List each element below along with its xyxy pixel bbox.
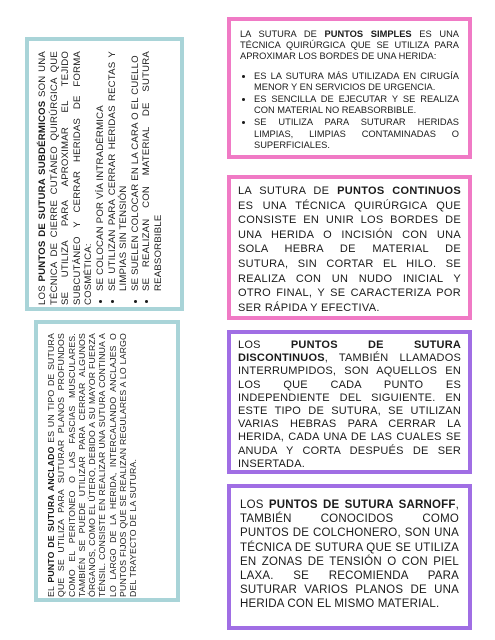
card-puntos-simples [227, 17, 472, 159]
list-item: • SE UTILIZA PARA SUTURAR HERIDAS LIMPIAS, LIMPIAS CONTAMINADAS O SUPERFICIALES. [254, 117, 459, 151]
list-item: • SE REALIZAN CON MATERIAL DE SUTURA REABSORBIBLE [141, 51, 164, 291]
subdermicos-intro [37, 51, 95, 305]
sarnoff-post: , TAMBIÉN CONOCIDOS COMO PUNTOS DE COLCHONERO, SON UNA TÉCNICA DE SUTURA QUE SE UTILIZA EN ZONAS DE TENSIÓN O CON PIEL LAXA. SE RECOMIENDA PARA SUTURAR VARIOS PLANOS DE UNA HERIDA CON EL MISMO MATERIAL. [240, 499, 459, 611]
sarnoff-pre: LOS [240, 499, 269, 511]
simples-intro [240, 29, 459, 63]
card-puntos-sarnoff [227, 484, 472, 630]
sarnoff-title: PUNTOS DE SUTURA SARNOFF [268, 499, 456, 511]
subdermicos-intro-post: SON UNA TÉCNICA DE CIERRE CUTÁNEO QUIRÚRGICA QUE SE UTILIZA PARA APROXIMAR EL TEJIDO SUBCUTÁNEO Y CERRAR HERIDAS DE FORMA COSMÉTICA: [37, 51, 95, 305]
list-item: • SE COLOCAN POR VÍA INTRADÉRMICA [95, 51, 107, 291]
anclado-post: ES UN TIPO DE SUTURA QUE SE UTILIZA PARA SUTURAR PLANOS PROFUNDOS COMO EL PERITONEO O LAS FASCIAS MUSCULARES. TAMBIÉN SE PUEDE UTILIZAR PARA CERRAR ALGUNOS ÓRGANOS, COMO EL ÚTERO, DEBIDO A SU MAYOR FUERZA TÉNSIL. CONSISTE EN REALIZAR UNA SUTURA CONTINUA A LO LARGO DE LA HERIDA, INTERCALANDO ANCLAJES O PUNTOS FIJOS QUE SE REALIZAN REGULARES A LO LARGO DEL TRAYECTO DE LA SUTURA. [46, 333, 139, 597]
continuos-pre: LA SUTURA DE [238, 185, 338, 197]
list-item: • ES SENCILLA DE EJECUTAR Y SE REALIZA CON MATERIAL NO REABSORBIBLE. [254, 94, 459, 116]
discontinuos-title: PUNTOS DE SUTURA DISCONTINUOS [238, 339, 461, 365]
continuos-post: ES UNA TÉCNICA QUIRÚRGICA QUE CONSISTE EN UNIR LOS BORDES DE UNA HERIDA O INCISIÓN CON UNA SOLA HEBRA DE MATERIAL DE SUTURA, SIN CORTAR EL HILO. SE REALIZA CON UN NUDO INICIAL Y OTRO FINAL, Y SE CARACTERIZA POR SER RÁPIDA Y EFECTIVA. [238, 199, 461, 314]
anclado-pre: EL [46, 582, 56, 597]
card-subdermicos-text [35, 47, 182, 309]
card-puntos-discontinuos [227, 330, 472, 474]
card-anclado-text [44, 330, 178, 600]
subdermicos-intro-pre: LOS [37, 281, 48, 305]
card-puntos-subdermicos [25, 37, 184, 311]
list-item: • SE UTILIZAN PARA CERRAR HERIDAS RECTAS Y LIMPIAS SIN TENSIÓN [107, 51, 130, 291]
subdermicos-title: PUNTOS DE SUTURA SUBDÉRMICOS [37, 100, 48, 282]
card-punto-anclado [34, 320, 180, 602]
simples-title: PUNTOS SIMPLES [324, 29, 412, 39]
continuos-title: PUNTOS CONTINUOS [337, 185, 461, 197]
simples-pre: LA SUTURA DE [240, 29, 325, 39]
list-item: • ES LA SUTURA MÁS UTILIZADA EN CIRUGÍA MENOR Y EN SERVICIOS DE URGENCIA. [254, 71, 459, 93]
list-item: • SE SUELEN COLOCAR EN LA CARA O EL CUELLO [130, 51, 142, 291]
discontinuos-pre: LOS [238, 339, 291, 351]
simples-post: ES UNA TÉCNICA QUIRÚRGICA QUE SE UTILIZA PARA APROXIMAR LOS BORDES DE UNA HERIDA: [240, 29, 460, 62]
simples-bullet-list [240, 71, 459, 151]
card-puntos-continuos [227, 175, 472, 320]
anclado-title: PUNTO DE SUTURA ANCLADO [46, 446, 56, 583]
subdermicos-bullet-list [95, 51, 165, 305]
discontinuos-post: , TAMBIÉN LLAMADOS INTERRUMPIDOS, SON AQUELLOS EN LOS QUE CADA PUNTO ES INDEPENDIENTE DEL SIGUIENTE. EN ESTE TIPO DE SUTURA, SE UTILIZAN VARIAS HEBRAS PARA CERRAR LA HERIDA, CADA UNA DE LAS CUALES SE ANUDA Y CORTA DESPUÉS DE SER INSERTADA. [238, 352, 461, 470]
